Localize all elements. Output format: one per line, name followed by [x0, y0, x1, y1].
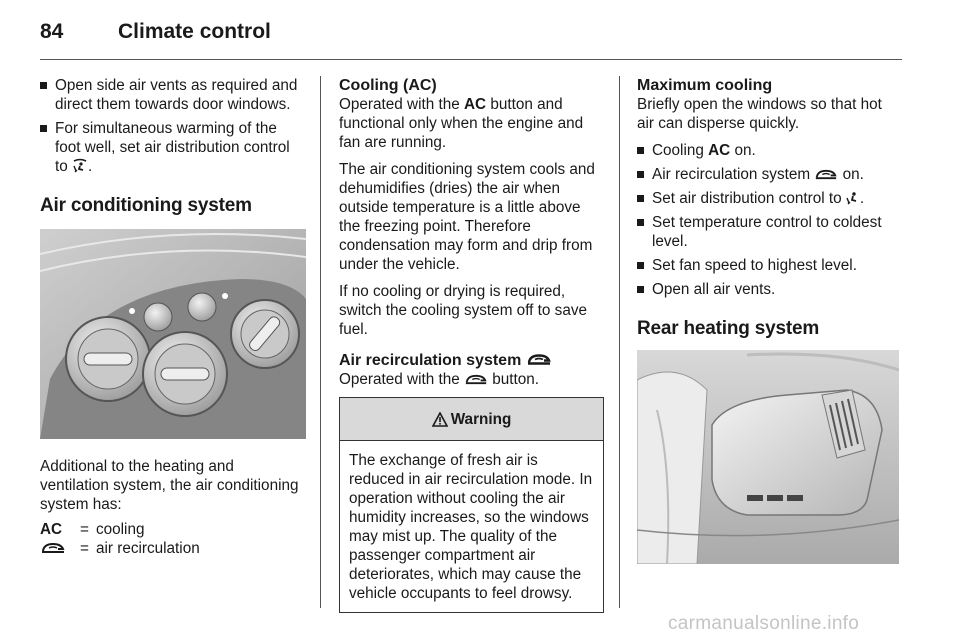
- definition-desc: cooling: [96, 521, 145, 538]
- paragraph: The air conditioning system cools and dehumidifies (dries) the air when outside temperature is a little above the freezing point. Therefore condensation may form and drip from under the vehicle.: [339, 161, 595, 273]
- watermark: carmanualsonline.info: [668, 613, 860, 634]
- text: Air recirculation system: [652, 166, 815, 183]
- section-heading: Cooling (AC): [339, 77, 437, 94]
- recirculation-icon: [526, 352, 552, 367]
- definition-desc: air recirculation: [96, 540, 200, 557]
- section-heading: [339, 351, 604, 370]
- paragraph: Briefly open the windows so that hot air can disperse quickly.: [637, 96, 882, 132]
- list-item: [637, 213, 902, 251]
- list-item: [40, 119, 306, 176]
- definition-equals: =: [80, 521, 89, 538]
- paragraph: If no cooling or drying is required, switch the cooling system off to save fuel.: [339, 283, 587, 338]
- list-item: [637, 189, 902, 208]
- bullet-list: [637, 141, 902, 299]
- list-item: [40, 76, 306, 114]
- column-right: [637, 76, 902, 564]
- definition-row: [40, 520, 306, 539]
- text: button and functional only when the engine and fan are running.: [339, 96, 584, 151]
- text: .: [859, 190, 865, 207]
- bullet-list: [40, 76, 306, 176]
- definition-term: AC: [40, 521, 63, 538]
- list-item-text: Open side air vents as required and direct them towards door windows.: [55, 77, 298, 113]
- recirculation-icon: [464, 373, 488, 386]
- column-left: [40, 76, 306, 558]
- warning-triangle-icon: [432, 412, 448, 427]
- rear-heater-illustration: [637, 350, 899, 564]
- heading-text: Air recirculation system: [339, 352, 522, 369]
- ac-key-label: AC: [464, 96, 487, 113]
- paragraph: [339, 95, 604, 152]
- recirculation-icon: [40, 541, 66, 555]
- warning-title: Warning: [450, 410, 512, 428]
- page-header: [0, 0, 960, 62]
- list-item: [637, 141, 902, 160]
- definition-term: [40, 539, 80, 558]
- list-item: [637, 256, 902, 275]
- text: Operated with the: [339, 371, 464, 388]
- warning-body: The exchange of fresh air is reduced in air recirculation mode. In operation without cooling the air humidity increases, so the windows may mist up. The quality of the passenger compartment air deteriorates, which may cause the vehicle occupants to feel drowsy.: [349, 452, 593, 602]
- text: on.: [838, 166, 864, 183]
- column-divider: [320, 76, 321, 608]
- text: on.: [730, 142, 756, 159]
- text: Operated with the: [339, 96, 464, 113]
- warning-box: [339, 397, 604, 613]
- ac-key-label: AC: [708, 142, 731, 159]
- section-heading: Air conditioning system: [40, 195, 252, 216]
- text: Set temperature control to coldest level.: [652, 214, 882, 250]
- list-item-text: For simultaneous warming of the foot well, set air distribution control to: [55, 120, 290, 175]
- section-heading: Maximum cooling: [637, 77, 773, 94]
- page-title: Climate control: [118, 20, 271, 43]
- definition-row: [40, 539, 306, 558]
- text: Open all air vents.: [652, 281, 776, 298]
- punctuation: .: [88, 158, 93, 175]
- list-item: [637, 280, 902, 299]
- header-rule: [40, 59, 902, 60]
- footwell-icon: [846, 191, 860, 205]
- column-middle: [339, 76, 604, 613]
- column-divider: [619, 76, 620, 608]
- recirculation-icon: [814, 168, 838, 181]
- footwell-windscreen-icon: [72, 158, 88, 173]
- page-number: 84: [40, 20, 64, 43]
- text: Cooling: [652, 142, 709, 159]
- warning-header: [340, 398, 603, 441]
- paragraph: [339, 370, 604, 389]
- list-item: [637, 165, 902, 184]
- text: Set fan speed to highest level.: [652, 257, 857, 274]
- text: button.: [488, 371, 540, 388]
- definition-equals: =: [80, 540, 89, 557]
- section-heading: Rear heating system: [637, 318, 820, 339]
- control-panel-illustration: [40, 229, 306, 439]
- text: Set air distribution control to: [652, 190, 846, 207]
- intro-text: Additional to the heating and ventilation system, the air conditioning system has:: [40, 458, 299, 513]
